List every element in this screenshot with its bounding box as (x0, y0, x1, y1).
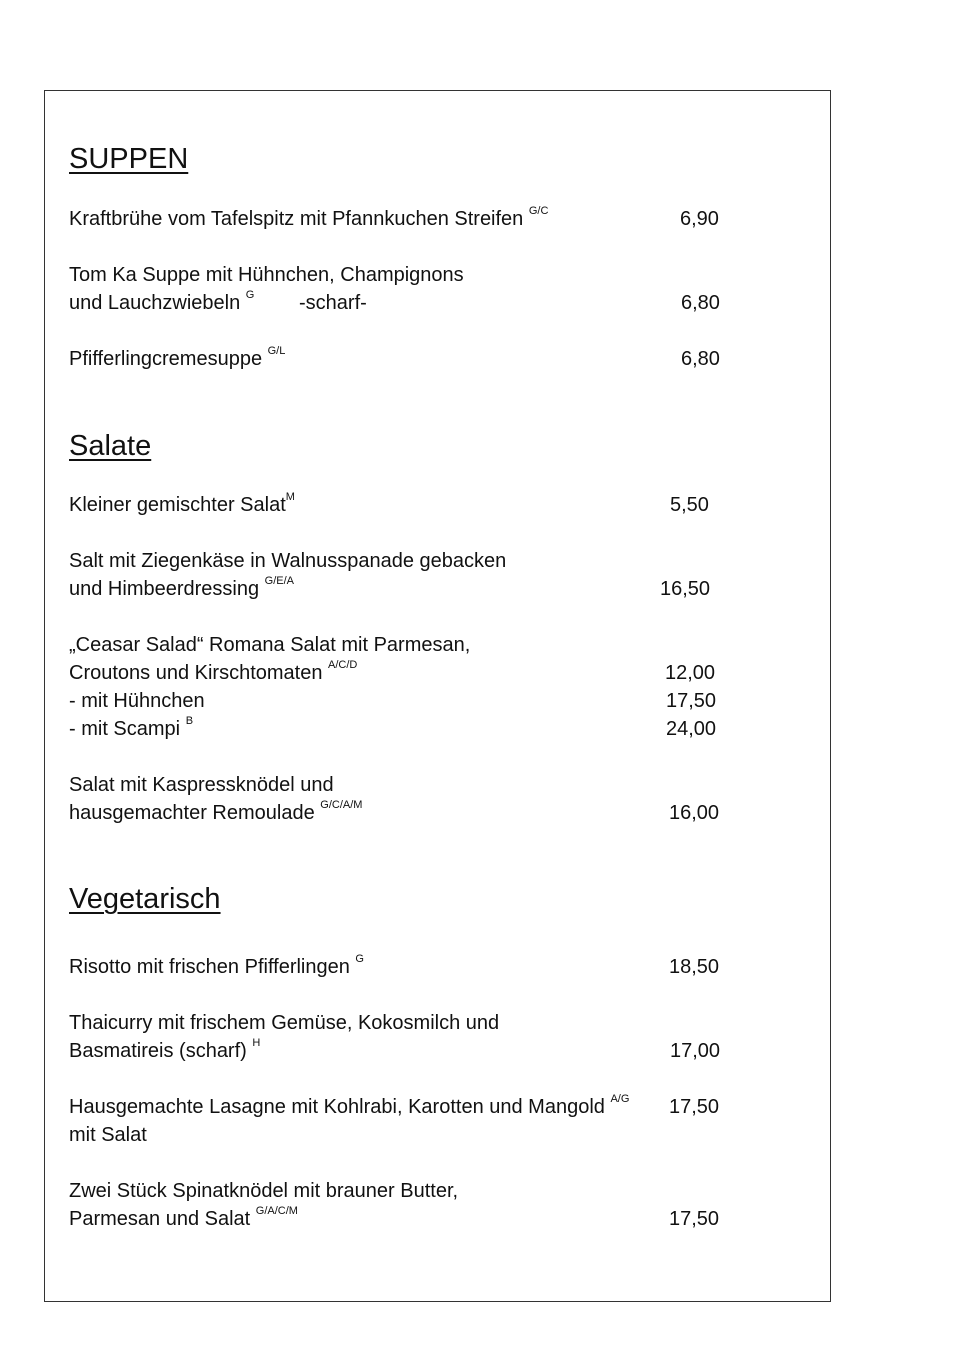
section-title-vegetarisch: Vegetarisch (69, 883, 221, 915)
menu-item-price: 17,50 (669, 1208, 720, 1230)
menu-item-name: Thaicurry mit frischem Gemüse, Kokosmilch und (69, 1012, 500, 1034)
menu-item-price: 6,80 (681, 292, 720, 314)
menu-item-price: 17,50 (666, 690, 717, 712)
spicy-note: -scharf- (299, 292, 367, 314)
menu-item-name-line2: hausgemachter Remoulade $^{G/C/A/M}$ (69, 799, 363, 824)
section-title-salate: Salate (69, 430, 152, 462)
menu-item-name: Salat mit Kaspressknödel und (69, 774, 334, 796)
menu-item-price: 6,80 (681, 348, 720, 370)
menu-item-name: Salt mit Ziegenkäse in Walnusspanade gebacken (69, 550, 507, 572)
menu-item-name-line2: Parmesan und Salat $^{G/A/C/M}$ (69, 1205, 298, 1230)
menu-item-name: Risotto mit frischen Pfifferlingen $^G$ (69, 953, 364, 978)
menu-item-price: 16,50 (660, 578, 711, 600)
menu-item-name: Kraftbrühe vom Tafelspitz mit Pfannkuchen Streifen $^{G/C}$ (69, 205, 549, 230)
menu-item-variant: - mit Hühnchen (69, 690, 205, 712)
menu-item-name: „Ceasar Salad“ Romana Salat mit Parmesan, (69, 634, 471, 656)
menu-item-name-line2: mit Salat (69, 1124, 147, 1146)
menu-item-price: 16,00 (669, 802, 720, 824)
menu-item-price: 17,50 (669, 1096, 720, 1118)
menu-item-price: 6,90 (680, 208, 719, 230)
menu-item-name-line2: und Himbeerdressing $^{G/E/A}$ (69, 575, 294, 600)
menu-item-price: 12,00 (665, 662, 716, 684)
menu-item-name: Tom Ka Suppe mit Hühnchen, Champignons (69, 264, 464, 286)
menu-item-name: Pfifferlingcremesuppe $^{G/L}$ (69, 345, 286, 370)
menu-item-price: 17,00 (670, 1040, 721, 1062)
section-title-suppen: SUPPEN (69, 143, 189, 175)
menu-item-name-line2: und Lauchzwiebeln $^G$ (69, 289, 255, 314)
menu-item-name-line2: Basmatireis (scharf) $^H$ (69, 1037, 261, 1062)
menu-item-name-line2: Croutons und Kirschtomaten $^{A/C/D}$ (69, 659, 358, 684)
menu-item-name: Zwei Stück Spinatknödel mit brauner Butter, (69, 1180, 459, 1202)
menu-item-price: 18,50 (669, 956, 720, 978)
menu-item-price: 5,50 (670, 494, 709, 516)
menu-item-variant: - mit Scampi $^B$ (69, 715, 194, 740)
menu-item-name: Hausgemachte Lasagne mit Kohlrabi, Karotten und Mangold $^{A/G}$ (69, 1093, 630, 1118)
menu-item-price: 24,00 (666, 718, 717, 740)
menu-item-name: Kleiner gemischter Salat$^M$ (69, 491, 295, 516)
